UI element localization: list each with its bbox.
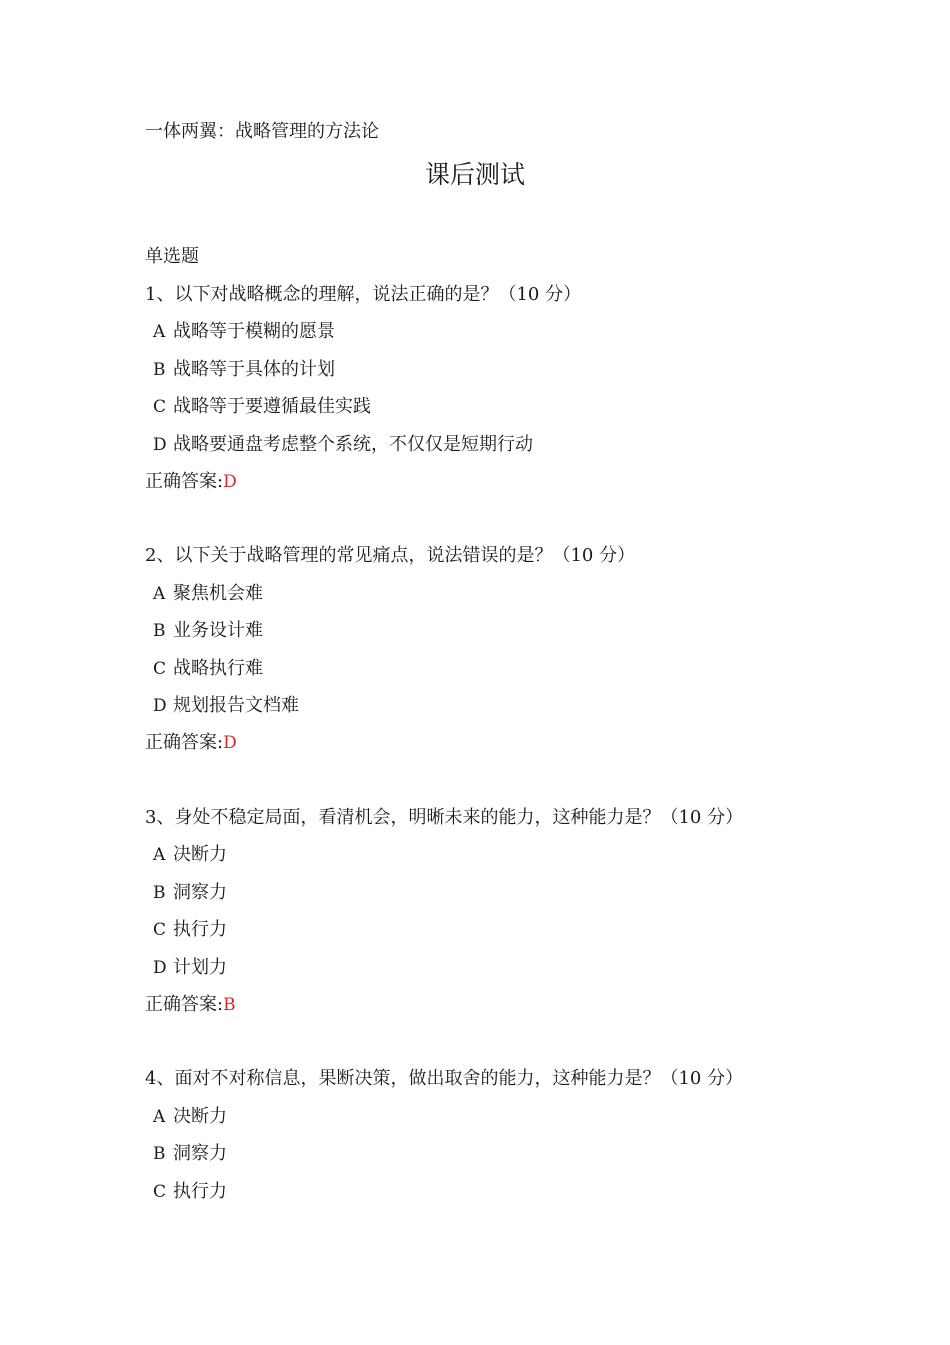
answer-label: 正确答案: <box>145 994 224 1015</box>
answer-value: D <box>223 472 237 492</box>
option-b <box>153 880 227 906</box>
option-text: 聚焦机会难 <box>173 583 263 604</box>
option-d <box>153 955 227 981</box>
correct-answer <box>145 730 237 756</box>
option-text: 洞察力 <box>173 1143 227 1164</box>
option-b <box>153 357 335 383</box>
test-title: 课后测试 <box>424 160 525 189</box>
option-text: 执行力 <box>173 1181 227 1202</box>
option-text: 决断力 <box>173 1106 227 1127</box>
option-text: 战略执行难 <box>173 658 263 679</box>
option-letter: D <box>153 435 167 455</box>
question-text: 4、面对不对称信息，果断决策，做出取舍的能力，这种能力是？（10 分） <box>145 1068 744 1089</box>
option-c <box>153 1179 227 1205</box>
option-a <box>153 1104 227 1130</box>
option-text: 决断力 <box>173 844 227 865</box>
option-text: 洞察力 <box>173 882 227 903</box>
option-letter: A <box>153 322 166 342</box>
option-letter: B <box>153 621 166 641</box>
option-letter: C <box>153 1182 167 1202</box>
option-text: 战略等于要遵循最佳实践 <box>173 396 371 417</box>
answer-value: D <box>223 733 237 753</box>
option-b <box>153 618 263 644</box>
option-letter: D <box>153 696 167 716</box>
option-letter: D <box>153 958 167 978</box>
option-letter: A <box>153 845 166 865</box>
question-text: 3、身处不稳定局面，看清机会，明晰未来的能力，这种能力是？（10 分） <box>145 807 744 828</box>
option-c <box>153 656 263 682</box>
answer-value: B <box>223 995 236 1015</box>
option-letter: C <box>153 920 167 940</box>
answer-label: 正确答案: <box>145 471 224 492</box>
course-title: 一体两翼：战略管理的方法论 <box>145 121 379 142</box>
option-a <box>153 319 335 345</box>
option-letter: B <box>153 1144 166 1164</box>
section-label: 单选题 <box>145 246 199 267</box>
option-text: 战略等于模糊的愿景 <box>173 321 335 342</box>
option-c <box>153 917 227 943</box>
option-d <box>153 693 299 719</box>
correct-answer <box>145 992 236 1018</box>
option-b <box>153 1141 227 1167</box>
option-d <box>153 432 533 458</box>
answer-label: 正确答案: <box>145 732 224 753</box>
option-letter: C <box>153 659 167 679</box>
option-text: 业务设计难 <box>173 620 263 641</box>
option-text: 执行力 <box>173 919 227 940</box>
option-a <box>153 581 263 607</box>
option-letter: A <box>153 1107 166 1127</box>
correct-answer <box>145 469 237 495</box>
option-letter: B <box>153 360 166 380</box>
option-letter: A <box>153 584 166 604</box>
option-c <box>153 394 371 420</box>
option-letter: B <box>153 883 166 903</box>
question-text: 1、以下对战略概念的理解，说法正确的是？（10 分） <box>145 284 582 305</box>
option-text: 战略要通盘考虑整个系统，不仅仅是短期行动 <box>173 434 533 455</box>
option-text: 计划力 <box>173 957 227 978</box>
option-text: 战略等于具体的计划 <box>173 359 335 380</box>
option-letter: C <box>153 397 167 417</box>
option-a <box>153 842 227 868</box>
option-text: 规划报告文档难 <box>173 695 299 716</box>
question-text: 2、以下关于战略管理的常见痛点，说法错误的是？（10 分） <box>145 545 636 566</box>
